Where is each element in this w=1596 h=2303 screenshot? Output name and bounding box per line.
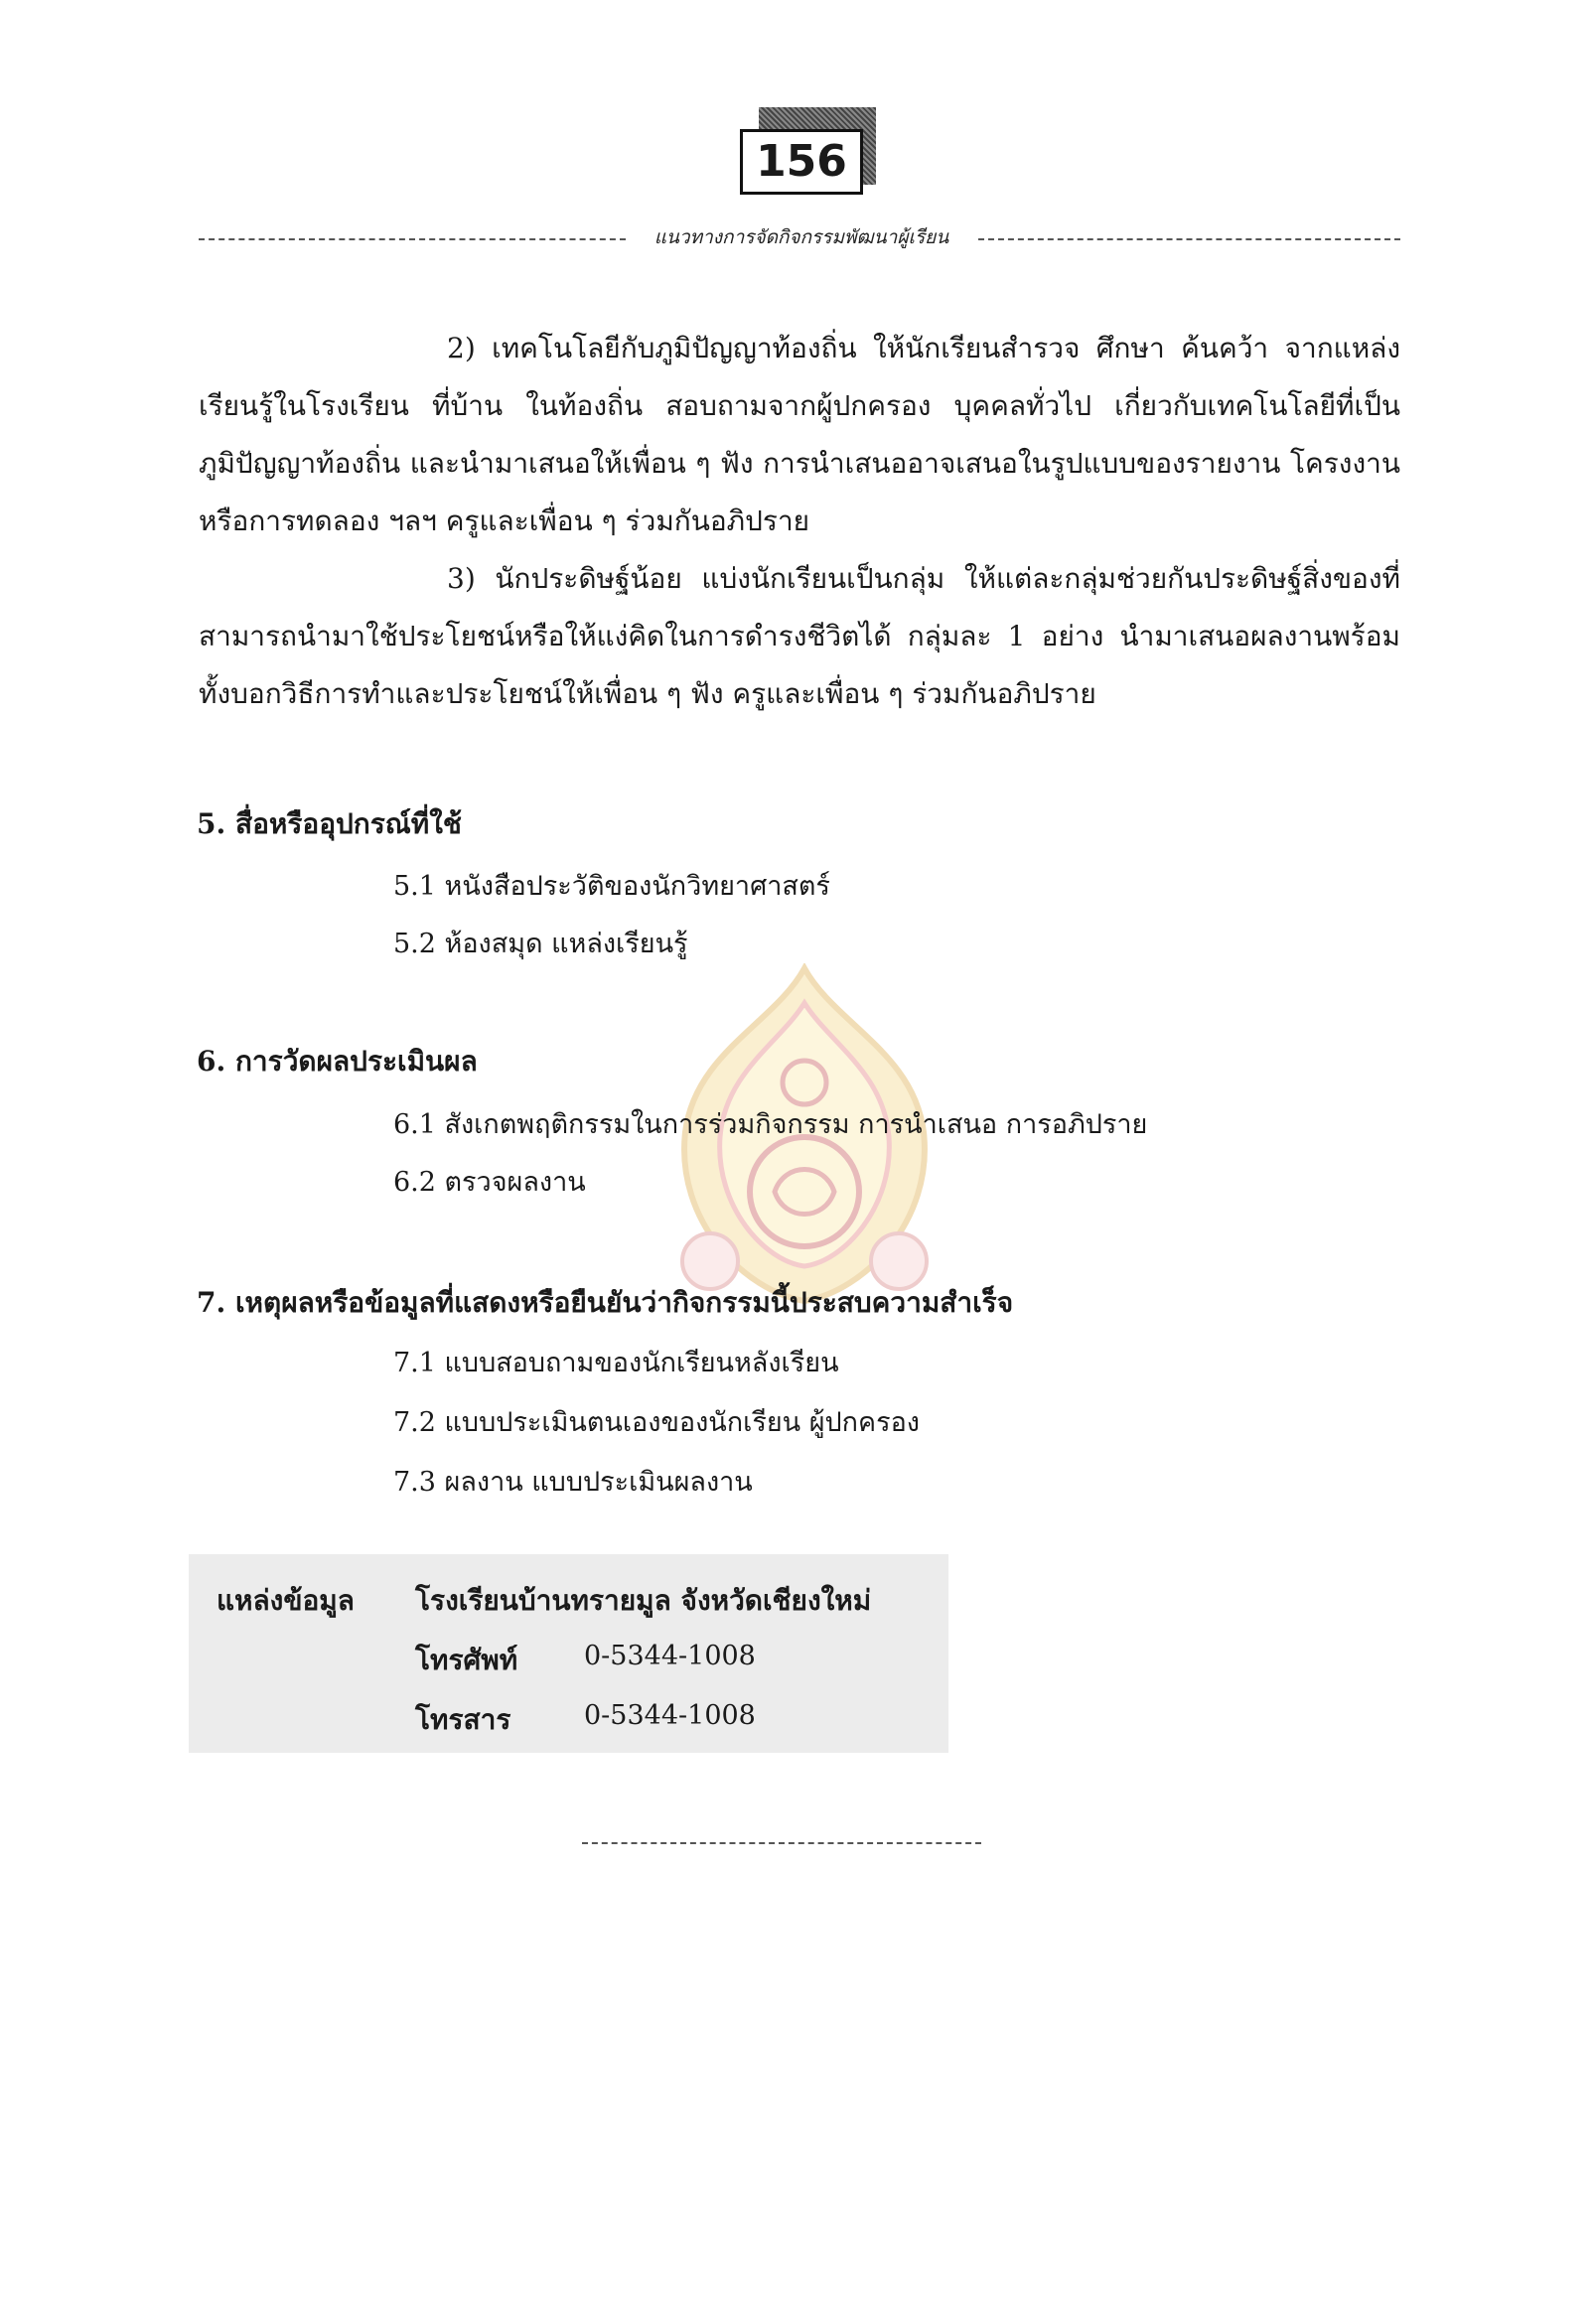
section-5-item-1: 5.1 หนังสือประวัติของนักวิทยาศาสตร์ bbox=[393, 871, 830, 902]
bottom-rule bbox=[582, 1842, 981, 1844]
source-label: แหล่งข้อมูล bbox=[217, 1584, 355, 1617]
section-5-heading: 5. สื่อหรืออุปกรณ์ที่ใช้ bbox=[197, 807, 462, 840]
section-7-heading: 7. เหตุผลหรือข้อมูลที่แสดงหรือยืนยันว่ากิจกรรมนี้ประสบความสำเร็จ bbox=[197, 1286, 1014, 1319]
section-6-heading: 6. การวัดผลประเมินผล bbox=[197, 1045, 478, 1078]
section-6-item-1: 6.1 สังเกตพฤติกรรมในการร่วมกิจกรรม การนำเสนอ การอภิปราย bbox=[393, 1109, 1148, 1140]
section-5-item-2: 5.2 ห้องสมุด แหล่งเรียนรู้ bbox=[393, 929, 688, 959]
header-title: แนวทางการจัดกิจกรรมพัฒนาผู้เรียน bbox=[653, 226, 949, 248]
phone-number: 0-5344-1008 bbox=[584, 1641, 756, 1671]
section-7-item-2: 7.2 แบบประเมินตนเองของนักเรียน ผู้ปกครอง bbox=[393, 1407, 920, 1438]
header-rule-left bbox=[199, 238, 626, 240]
source-school: โรงเรียนบ้านทรายมูล จังหวัดเชียงใหม่ bbox=[415, 1584, 872, 1617]
header-rule-right bbox=[978, 238, 1400, 240]
paragraph-3 bbox=[199, 550, 1400, 723]
page-number: 156 bbox=[740, 129, 863, 195]
section-6-item-2: 6.2 ตรวจผลงาน bbox=[393, 1167, 586, 1198]
paragraph-2 bbox=[199, 320, 1400, 550]
paragraph-2-text: 2) เทคโนโลยีกับภูมิปัญญาท้องถิ่น ให้นักเรียนสำรวจ ศึกษา ค้นคว้า จากแหล่งเรียนรู้ในโรงเรียน ที่บ้าน ในท้องถิ่น สอบถามจากผู้ปกครอง บุคคลทั่วไป เกี่ยวกับเทคโนโลยีที่เป็นภูมิปัญญาท้องถิ่น และนำมาเสนอให้เพื่อน ๆ ฟัง การนำเสนออาจเสนอในรูปแบบของรายงาน โครงงาน หรือการทดลอง ฯลฯ ครูและเพื่อน ๆ ร่วมกันอภิปราย bbox=[199, 332, 1400, 537]
section-7-item-3: 7.3 ผลงาน แบบประเมินผลงาน bbox=[393, 1467, 753, 1498]
paragraph-3-text: 3) นักประดิษฐ์น้อย แบ่งนักเรียนเป็นกลุ่ม ให้แต่ละกลุ่มช่วยกันประดิษฐ์สิ่งของที่สามารถนำมาใช้ประโยชน์หรือให้แง่คิดในการดำรงชีวิตได้ กลุ่มละ 1 อย่าง นำมาเสนอผลงานพร้อมทั้งบอกวิธีการทำและประโยชน์ให้เพื่อน ๆ ฟัง ครูและเพื่อน ๆ ร่วมกันอภิปราย bbox=[199, 562, 1400, 710]
section-7-item-1: 7.1 แบบสอบถามของนักเรียนหลังเรียน bbox=[393, 1348, 839, 1378]
fax-number: 0-5344-1008 bbox=[584, 1700, 756, 1731]
phone-label: โทรศัพท์ bbox=[415, 1644, 518, 1676]
fax-label: โทรสาร bbox=[415, 1703, 511, 1736]
